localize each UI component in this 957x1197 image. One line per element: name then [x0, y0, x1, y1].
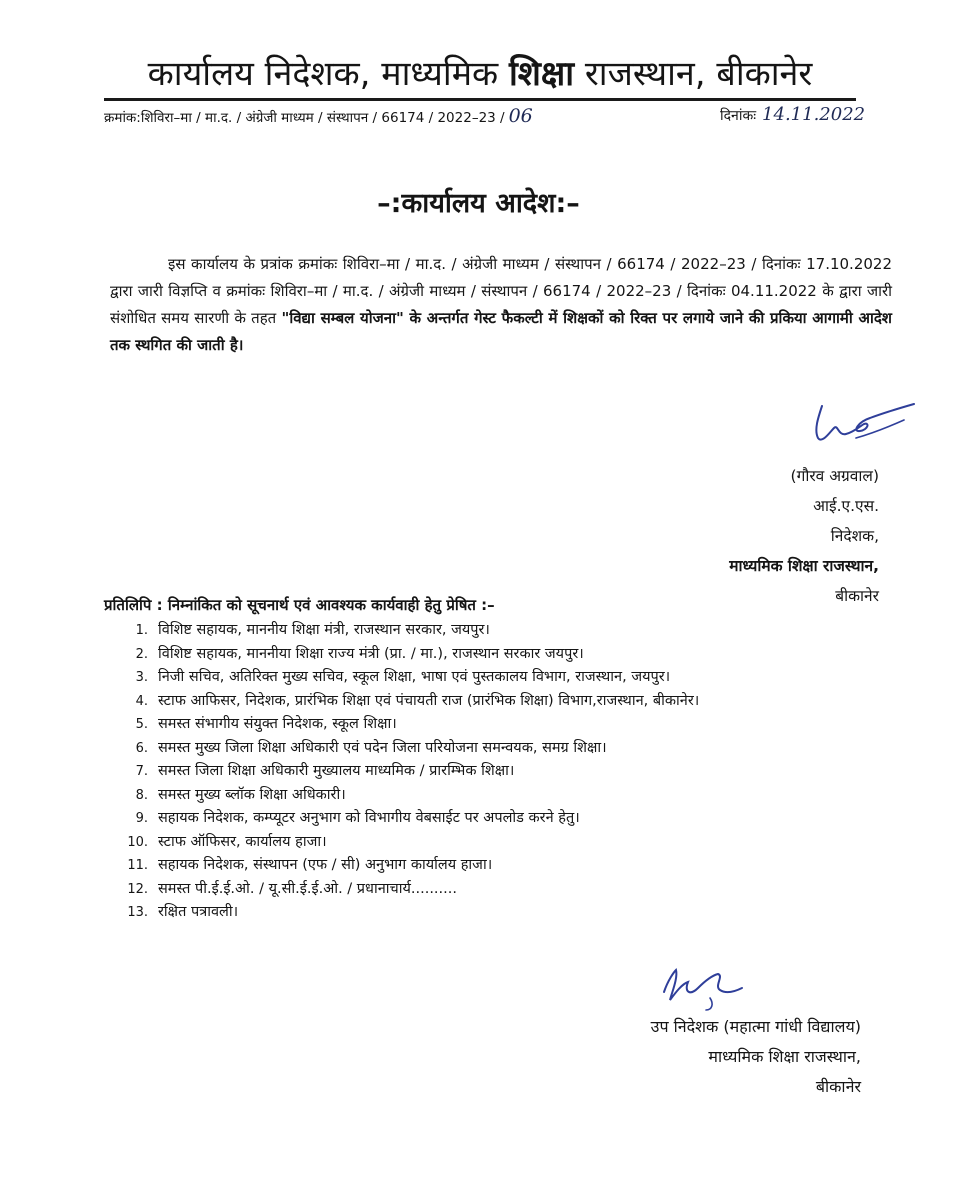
list-item-number: 6.: [135, 740, 148, 756]
list-item-number: 13.: [127, 905, 148, 920]
list-item-number: 12.: [127, 881, 148, 897]
deputy-director-office: माध्यमिक शिक्षा राजस्थान,: [708, 1047, 861, 1066]
list-item: [108, 807, 888, 831]
list-item: [108, 901, 888, 925]
copy-to-heading: प्रतिलिपि : निम्नांकित को सूचनार्थ एवं आवश्यक कार्यवाही हेतु प्रेषित :–: [104, 596, 495, 614]
director-service: आई.ए.एस.: [813, 497, 879, 515]
heading-underline: [104, 98, 856, 101]
list-item: [108, 784, 888, 808]
list-item-number: 4.: [135, 693, 148, 709]
list-item-text: स्टाफ ऑफिसर, कार्यालय हाजा।: [158, 833, 327, 850]
list-item-number: 7.: [135, 764, 148, 779]
list-item-text: समस्त जिला शिक्षा अधिकारी मुख्यालय माध्यमिक / प्रारम्भिक शिक्षा।: [158, 763, 515, 779]
list-item: [108, 690, 888, 714]
list-item-text: सहायक निदेशक, संस्थापन (एफ / सी) अनुभाग कार्यालय हाजा।: [158, 857, 493, 873]
reference-handwritten: 06: [508, 105, 533, 127]
director-place: बीकानेर: [835, 587, 879, 605]
copy-to-list: [108, 619, 888, 925]
list-item-number: 5.: [135, 717, 148, 732]
list-item-text: निजी सचिव, अतिरिक्त मुख्य सचिव, स्कूल शिक्षा, भाषा एवं पुस्तकालय विभाग, राजस्थान, जयपुर।: [158, 669, 671, 685]
deputy-director-place: बीकानेर: [815, 1077, 861, 1096]
deputy-director-designation: उप निदेशक (महात्मा गांधी विद्यालय): [650, 1017, 861, 1036]
list-item: [108, 878, 888, 902]
list-item: [108, 831, 888, 855]
list-item: [108, 760, 888, 784]
list-item-number: 11.: [127, 858, 148, 873]
office-heading-suffix: राजस्थान, बीकानेर: [574, 54, 813, 94]
list-item-number: 2.: [135, 646, 148, 662]
director-designation: निदेशक,: [830, 527, 879, 545]
list-item: [108, 713, 888, 737]
list-item-number: 10.: [127, 834, 148, 850]
list-item-number: 8.: [135, 787, 148, 803]
order-body-text: इस कार्यालय के प्रत्रांक क्रमांकः शिविरा–मा / मा.द. / अंग्रेजी माध्यम / संस्थापन / 66174 / 2022–23 / दिनांकः 17.10.2022 द्वारा जारी विज्ञप्ति व क्रमांकः शिविरा–मा / मा.द. / अंग्रेजी माध्यम / संस्थापन / 66174 / 2022–23 / दिनांकः 04.11.2022 के द्वारा जारी संशोधित समय सारणी के तहत: [110, 255, 892, 327]
director-signature-block: [729, 461, 879, 611]
list-item: [108, 643, 888, 667]
office-heading-bold-word: शिक्षा: [508, 54, 575, 94]
director-office: माध्यमिक शिक्षा राजस्थान,: [729, 557, 879, 575]
order-date: [720, 104, 865, 127]
list-item-text: समस्त मुख्य ब्लॉक शिक्षा अधिकारी।: [158, 786, 346, 803]
list-item: [108, 619, 888, 643]
list-item-text: समस्त पी.ई.ई.ओ. / यू.सी.ई.ई.ओ. / प्रधानाचार्य..........: [158, 880, 457, 897]
order-body: [110, 251, 892, 359]
office-heading-prefix: कार्यालय निदेशक, माध्यमिक: [147, 54, 509, 94]
list-item-text: विशिष्ट सहायक, माननीय शिक्षा मंत्री, राजस्थान सरकार, जयपुर।: [158, 622, 490, 638]
list-item-number: 1.: [135, 623, 148, 638]
list-item-text: स्टाफ आफिसर, निदेशक, प्रारंभिक शिक्षा एवं पंचायती राज (प्रारंभिक शिक्षा) विभाग,राजस्थान, बीकानेर।: [158, 692, 700, 709]
deputy-director-signature: [654, 962, 750, 1012]
director-signature: [808, 400, 918, 450]
list-item: [108, 737, 888, 761]
list-item: [108, 666, 888, 690]
list-item: [108, 854, 888, 878]
deputy-director-signature-block: [651, 1012, 861, 1102]
office-heading: [100, 52, 860, 96]
list-item-text: समस्त संभागीय संयुक्त निदेशक, स्कूल शिक्षा।: [158, 716, 397, 732]
list-item-text: रक्षित पत्रावली।: [158, 904, 239, 920]
list-item-text: सहायक निदेशक, कम्प्यूटर अनुभाग को विभागीय वेबसाईट पर अपलोड करने हेतु।: [158, 810, 580, 826]
list-item-text: विशिष्ट सहायक, माननीया शिक्षा राज्य मंत्री (प्रा. / मा.), राजस्थान सरकार जयपुर।: [158, 645, 584, 662]
order-title: –:कार्यालय आदेश:–: [377, 188, 580, 219]
reference-number: [104, 106, 533, 128]
date-handwritten: 14.11.2022: [762, 104, 866, 125]
list-item-number: 3.: [135, 670, 148, 685]
list-item-number: 9.: [135, 811, 148, 826]
list-item-text: समस्त मुख्य जिला शिक्षा अधिकारी एवं पदेन जिला परियोजना समन्वयक, समग्र शिक्षा।: [158, 739, 607, 756]
reference-printed: क्रमांक:शिविरा–मा / मा.द. / अंग्रेजी माध्यम / संस्थापन / 66174 / 2022–23 /: [104, 110, 505, 126]
director-name: (गौरव अग्रवाल): [790, 467, 879, 485]
date-label: दिनांकः: [720, 108, 757, 124]
order-body-bold-text: "विद्या सम्बल योजना" के अन्तर्गत गेस्ट फैकल्टी में शिक्षकों को रिक्त पर लगाये जाने की प्रकिया आगामी आदेश तक स्थगित की जाती है।: [110, 309, 892, 354]
